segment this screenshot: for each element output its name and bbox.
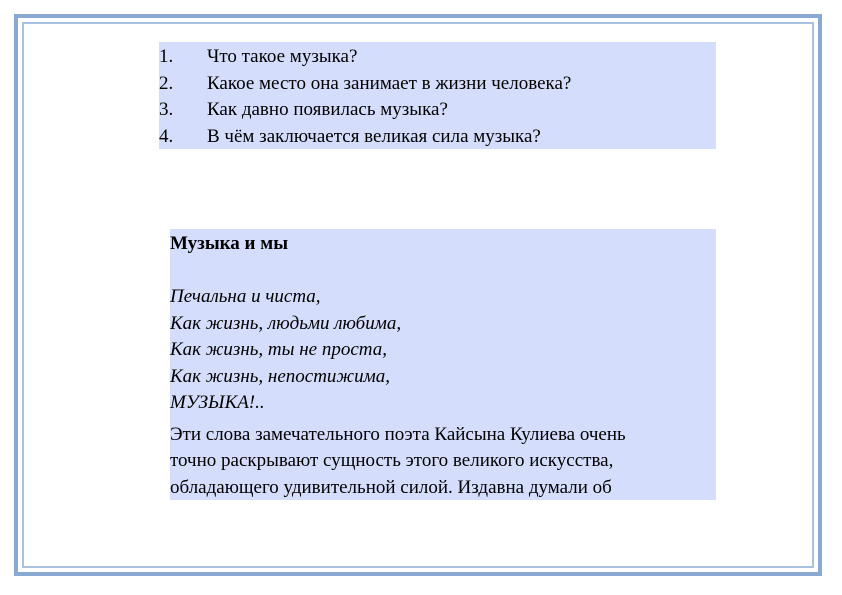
article-block [170, 229, 716, 500]
question-item [159, 44, 716, 71]
question-item [159, 97, 716, 124]
poem-line: Как жизнь, ты не проста, [170, 339, 387, 360]
question-item [159, 71, 716, 98]
blank-line [170, 258, 716, 285]
question-number: 3. [159, 99, 174, 120]
poem-line: МУЗЫКА!.. [170, 392, 265, 413]
poem-line: Как жизнь, людьми любима, [170, 312, 402, 334]
prose-line: Эти слова замечательного поэта Кайсына Кулиева очень [170, 423, 626, 445]
prose-line: точно раскрывают сущность этого великого искусства, [170, 450, 614, 471]
prose-line: обладающего удивительной силой. Издавна думали об [170, 476, 612, 498]
question-number: 1. [159, 46, 174, 67]
poem-line: Как жизнь, непостижима, [170, 365, 390, 387]
question-text: Что такое музыка? [207, 46, 358, 67]
poem-line: Печальна и чиста, [170, 286, 321, 307]
article-prose [170, 422, 716, 502]
question-number: 4. [159, 125, 174, 147]
article-title: Музыка и мы [170, 233, 289, 254]
question-text: В чём заключается великая сила музыка? [207, 125, 541, 147]
question-number: 2. [159, 72, 174, 94]
question-item [159, 124, 716, 151]
questions-list [159, 42, 716, 149]
question-text: Как давно появилась музыка? [207, 99, 448, 120]
question-text: Какое место она занимает в жизни человека? [207, 72, 572, 94]
